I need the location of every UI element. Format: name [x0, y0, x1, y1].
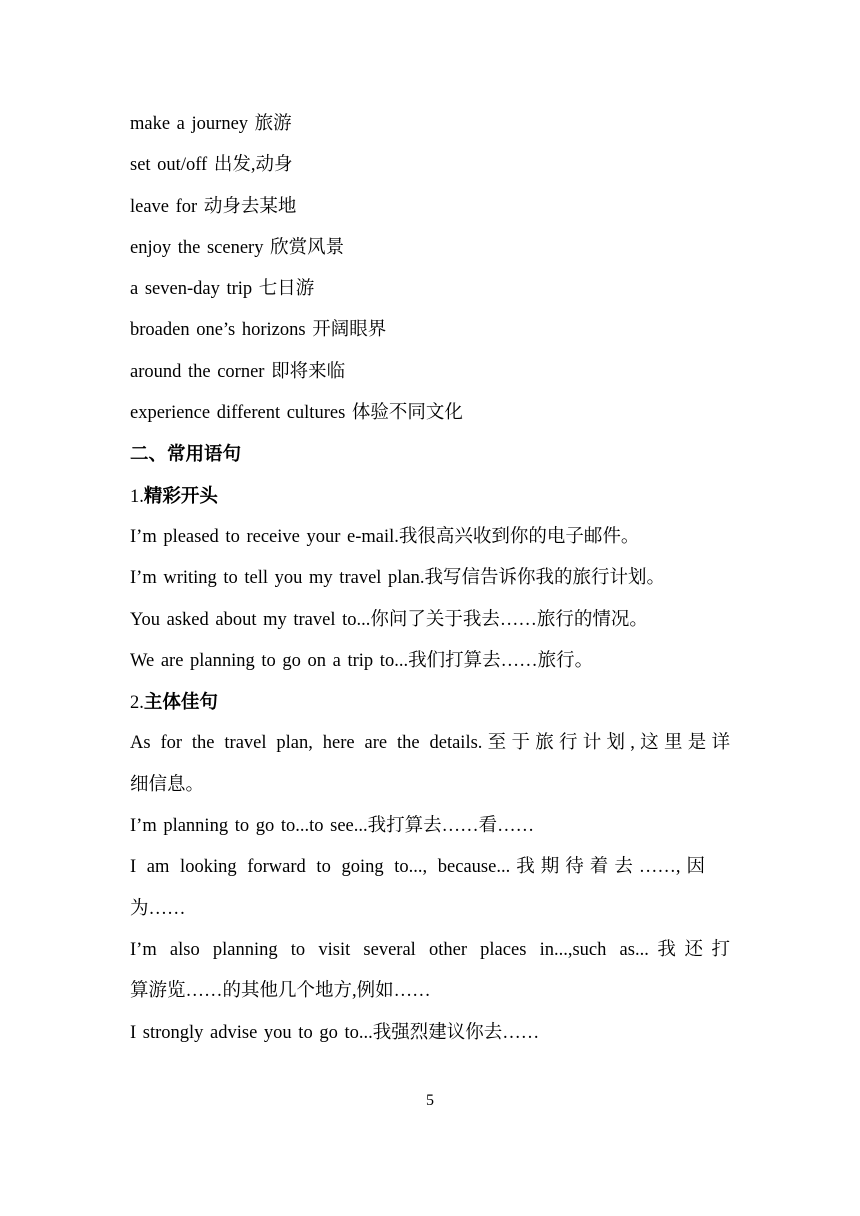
phrase-line: around the corner 即将来临	[130, 361, 346, 382]
page-number: 5	[426, 1092, 434, 1109]
phrase-line: a seven-day trip 七日游	[130, 279, 315, 300]
sentence-line: I’m writing to tell you my travel plan.我写信告诉你我的旅行计划。	[130, 568, 666, 589]
sentence-line: I’m pleased to receive your e-mail.我很高兴收到你的电子邮件。	[130, 526, 640, 547]
sentence-line: I strongly advise you to go to...我强烈建议你去……	[130, 1022, 540, 1043]
subsection-number: 1.	[130, 486, 144, 507]
sentence-line: As for the travel plan, here are the details.至于旅行计划,这里是详	[130, 733, 730, 754]
sentence-line: We are planning to go on a trip to...我们打算去……旅行。	[130, 650, 594, 671]
section-heading: 二、常用语句	[130, 444, 242, 466]
subsection-heading	[130, 682, 730, 723]
sentence-line-continued: 为……	[130, 898, 186, 919]
sentence-line: I am looking forward to going to..., because...我期待着去……,因	[130, 857, 705, 878]
subsection-title: 主体佳句	[143, 692, 218, 714]
sentence-line: I’m planning to go to...to see...我打算去……看……	[130, 816, 535, 837]
sentence-line-continued: 细信息。	[130, 774, 205, 795]
subsection-title: 精彩开头	[143, 485, 218, 507]
sentence-line: I’m also planning to visit several other places in...,such as...我还打	[130, 939, 730, 960]
subsection-heading	[130, 476, 730, 517]
sentence-line-continued: 算游览……的其他几个地方,例如……	[130, 981, 431, 1002]
phrase-line: enjoy the scenery 欣赏风景	[130, 237, 345, 258]
phrase-line: experience different cultures 体验不同文化	[130, 403, 463, 424]
subsection-number: 2.	[130, 693, 144, 714]
document-body	[130, 104, 730, 1054]
phrase-line: broaden one’s horizons 开阔眼界	[130, 320, 387, 341]
phrase-line: make a journey 旅游	[130, 114, 292, 134]
phrase-line: leave for 动身去某地	[130, 196, 297, 217]
sentence-line: You asked about my travel to...你问了关于我去……旅行的情况。	[130, 609, 648, 630]
phrase-line: set out/off 出发,动身	[130, 155, 293, 176]
